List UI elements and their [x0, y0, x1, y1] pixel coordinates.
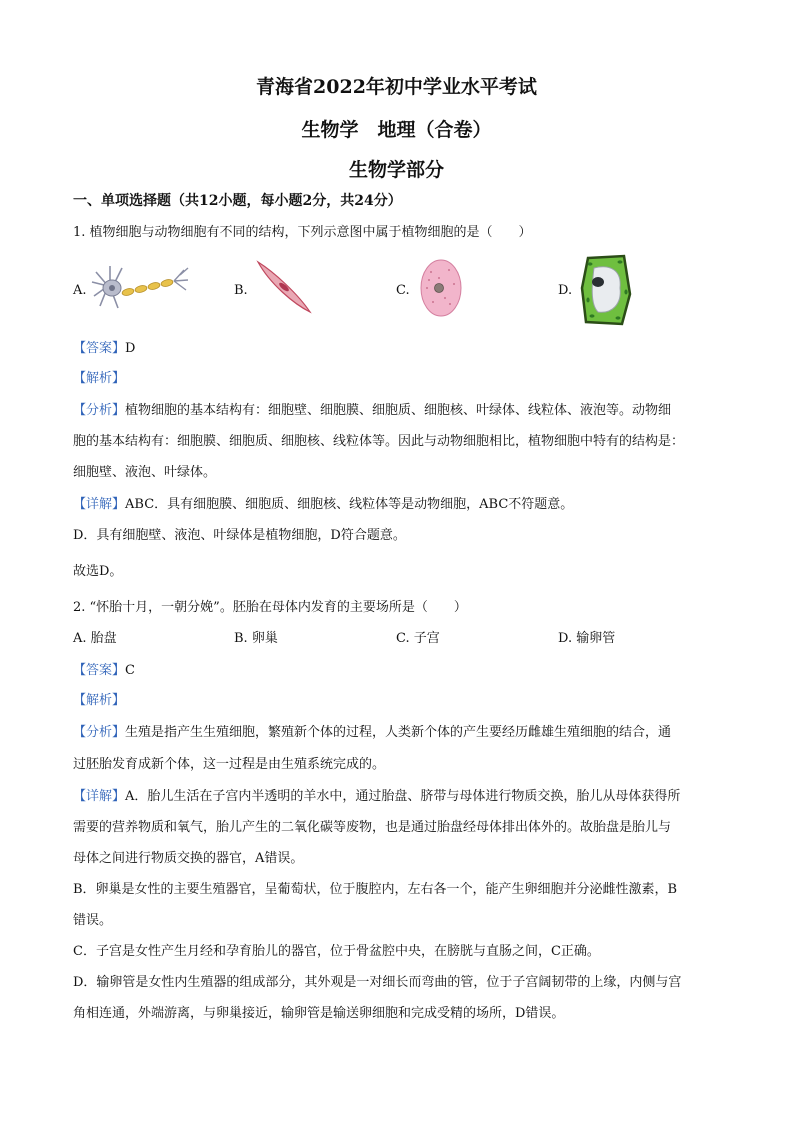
- answer-value: C: [125, 663, 135, 678]
- q1-option-a: A.: [73, 283, 87, 298]
- muscle-cell-figure: [254, 258, 314, 316]
- q2-xiangjie-line: B．卵巢是女性的主要生殖器官，呈葡萄状，位于腹腔内，左右各一个，能产生卵细胞并分泌雌性激素，B: [73, 882, 678, 897]
- fenxi-text: 生殖是指产生生殖细胞，繁殖新个体的过程，人类新个体的产生要经历雌雄生殖细胞的结合，通: [125, 725, 672, 740]
- q1-analysis-tag: 【解析】: [73, 371, 126, 386]
- q2-xiangjie-line: [73, 788, 680, 806]
- q2-option-a: A. 胎盘: [73, 631, 117, 646]
- answer-tag: 【答案】: [73, 341, 126, 356]
- q2-xiangjie-line: 需要的营养物质和氧气，胎儿产生的二氧化碳等废物，也是通过胎盘经母体排出体外的。故胎盘是胎儿与: [73, 820, 672, 835]
- answer-tag: 【答案】: [73, 663, 126, 678]
- xiangjie-tag: 【详解】: [73, 497, 126, 512]
- q1-option-c: C.: [396, 283, 410, 298]
- exam-title: 青海省2022年初中学业水平考试: [256, 76, 537, 98]
- q2-xiangjie-line: 错误。: [73, 913, 113, 928]
- exam-subtitle: 生物学 地理（合卷）: [301, 119, 492, 141]
- xiangjie-text: ABC．具有细胞膜、细胞质、细胞核、线粒体等是动物细胞，ABC不符题意。: [125, 497, 574, 512]
- fenxi-tag: 【分析】: [73, 403, 126, 418]
- neuron-figure: [88, 262, 193, 312]
- q2-option-b: B. 卵巢: [234, 631, 278, 646]
- section-title: 生物学部分: [348, 159, 444, 181]
- q2-answer: [73, 662, 135, 680]
- q2-xiangjie-line: 角相连通，外端游离，与卵巢接近，输卵管是输送卵细胞和完成受精的场所，D错误。: [73, 1006, 565, 1021]
- q2-analysis-tag: 【解析】: [73, 693, 126, 708]
- q2-fenxi-line: [73, 724, 671, 742]
- plant-cell-figure: [580, 254, 632, 326]
- xiangjie-text: A．胎儿生活在子宫内半透明的羊水中，通过胎盘、脐带与母体进行物质交换，胎儿从母体获得所: [125, 789, 681, 804]
- q1-conclusion: 故选D。: [73, 564, 123, 579]
- xiangjie-tag: 【详解】: [73, 789, 126, 804]
- q1-stem: 1. 植物细胞与动物细胞有不同的结构，下列示意图中属于植物细胞的是（ ）: [73, 225, 532, 240]
- q2-stem: 2. “怀胎十月，一朝分娩”。胚胎在母体内发育的主要场所是（ ）: [73, 600, 467, 615]
- q1-option-b: B.: [234, 283, 248, 298]
- q2-xiangjie-line: D．输卵管是女性内生殖器的组成部分，其外观是一对细长而弯曲的管，位于子宫阔韧带的上缘，内侧与宫: [73, 975, 682, 990]
- q1-fenxi-line: [73, 402, 671, 420]
- q2-fenxi-line: 过胚胎发育成新个体，这一过程是由生殖系统完成的。: [73, 757, 386, 772]
- section-heading: 一、单项选择题（共12小题，每小题2分，共24分）: [73, 193, 402, 209]
- answer-value: D: [125, 341, 136, 356]
- q1-option-d: D.: [558, 283, 573, 298]
- q2-option-d: D. 输卵管: [558, 631, 616, 646]
- animal-cell-figure: [419, 258, 463, 318]
- q2-option-c: C. 子宫: [396, 631, 440, 646]
- q1-fenxi-line: 胞的基本结构有：细胞膜、细胞质、细胞核、线粒体等。因此与动物细胞相比，植物细胞中特有的结构是：: [73, 434, 685, 449]
- q1-xiangjie-line: [73, 496, 573, 514]
- q1-fenxi-line: 细胞壁、液泡、叶绿体。: [73, 465, 217, 480]
- q2-xiangjie-line: C．子宫是女性产生月经和孕育胎儿的器官，位于骨盆腔中央，在膀胱与直肠之间，C正确。: [73, 944, 600, 959]
- q2-xiangjie-line: 母体之间进行物质交换的器官，A错误。: [73, 851, 304, 866]
- fenxi-tag: 【分析】: [73, 725, 126, 740]
- fenxi-text: 植物细胞的基本结构有：细胞壁、细胞膜、细胞质、细胞核、叶绿体、线粒体、液泡等。动物细: [125, 403, 672, 418]
- q1-answer: [73, 340, 135, 358]
- q1-xiangjie-line: D．具有细胞壁、液泡、叶绿体是植物细胞，D符合题意。: [73, 528, 406, 543]
